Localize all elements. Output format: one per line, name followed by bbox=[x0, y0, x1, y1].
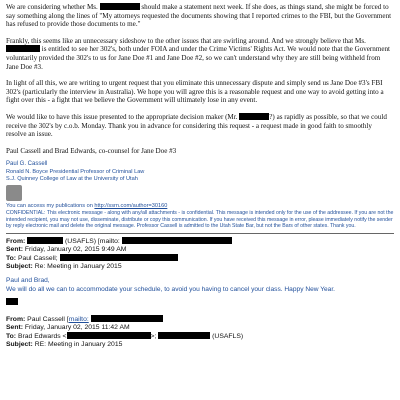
sent-label: Sent: bbox=[6, 323, 23, 331]
redaction-box bbox=[60, 254, 178, 261]
redaction-box bbox=[239, 113, 269, 120]
sent-label: Sent: bbox=[6, 246, 23, 254]
mailto-link[interactable]: mailto: bbox=[68, 315, 89, 323]
paragraph-1 bbox=[6, 3, 394, 29]
to-label: To: bbox=[6, 332, 17, 340]
email-1-sent bbox=[6, 246, 394, 254]
subject-value: Re: Meeting in January 2015 bbox=[34, 263, 122, 271]
redaction-box bbox=[67, 332, 151, 339]
email-1-signoff bbox=[6, 298, 394, 307]
paragraph-1-text-a: We are considering whether Ms. bbox=[6, 3, 98, 11]
divider bbox=[6, 233, 394, 234]
closing-line: Paul Cassell and Brad Edwards, co-counsel for Jane Doe #3 bbox=[6, 146, 177, 155]
letter-body bbox=[6, 3, 394, 155]
email-1-from bbox=[6, 237, 394, 246]
paragraph-4 bbox=[6, 113, 394, 139]
email-1-greeting: Paul and Brad, bbox=[6, 277, 50, 285]
paragraph-3: In light of all this, we are writing to urgent request that you eliminate this unnecessary dispute and simply send us Jane Doe #3's FBI 302's (particularly the interview in Australia). We hope you will agree this is a reasonable request and one way to avoid getting into a fight over this - a fight that we believe the Government will ultimately lose in any event. bbox=[6, 79, 384, 105]
paragraph-1-text-b: should make a statement next week. If she does, as things stand, she might be forced to say something along the lines of "My attorneys requested the documents showing that I reported crimes to the FBI, but the Government has refused to provide those documents to me." bbox=[6, 3, 392, 29]
redaction-box bbox=[158, 332, 210, 339]
email-signature bbox=[6, 161, 394, 229]
signature-school: S.J. Quinney College of Law at the University of Utah bbox=[6, 175, 138, 182]
email-2-subject bbox=[6, 341, 394, 349]
from-value: Paul Cassell [ bbox=[27, 315, 69, 323]
email-1-to bbox=[6, 254, 394, 263]
redaction-box bbox=[91, 315, 163, 322]
paragraph-2-text-b: is entitled to see her 302's, both under FOIA and under the Crime Victims' Rights Act. We would note that the Government voluntarily provided the 302's to us for Jane Doe #1 and Jane Doe #2, so we can't understand why they are still being withheld from Jane Doe #3. bbox=[6, 45, 391, 71]
redaction-box bbox=[6, 45, 40, 52]
confidentiality-notice: CONFIDENTIAL: This electronic message - along with any/all attachments - is confidential. This message is intended only for the use of the addressee. If you are not the intended recipient, you may not use, disseminate, distribute or copy this communication. If you have received this message in error, please immediately notify the sender by reply electronic mail and delete the original message. Professor Cassell is admitted to the Utah State Bar, but not the Bars of other states. Thank you. bbox=[6, 210, 394, 229]
from-label: From: bbox=[6, 315, 26, 323]
paragraph-4-text-b: ?) as rapidly as possible, so that we could receive the 302's by c.o.b. Monday. Thank you in advance for considering this request - a request made in good faith to smoothly resolve an issue. bbox=[6, 112, 387, 139]
email-1-body bbox=[6, 277, 394, 307]
email-2-from bbox=[6, 315, 394, 324]
paragraph-2-text-a: Frankly, this seems like an unnecessary sideshow to the other issues that are swirling around. And we strongly believe that Ms. bbox=[6, 36, 366, 45]
sent-value: Friday, January 02, 2015 11:42 AM bbox=[24, 323, 130, 331]
subject-label: Subject: bbox=[6, 340, 33, 348]
from-value: (USAFLS) [mailto: bbox=[65, 238, 120, 246]
email-1-message: We will do all we can to accommodate your schedule, to avoid you having to cancel your class. Happy New Year. bbox=[6, 285, 336, 293]
to-label: To: bbox=[6, 255, 17, 263]
publications-link[interactable]: http://ssrn.com/author=30160 bbox=[94, 202, 168, 209]
university-logo bbox=[6, 185, 22, 201]
redaction-box bbox=[100, 3, 140, 10]
to-value-end: (USAFLS) bbox=[212, 332, 244, 340]
redaction-box bbox=[27, 237, 63, 244]
to-separator: >; bbox=[150, 332, 157, 340]
redaction-box bbox=[6, 298, 18, 305]
redaction-box bbox=[122, 237, 232, 244]
paragraph-2 bbox=[6, 37, 394, 71]
subject-label: Subject: bbox=[6, 263, 33, 271]
to-value: Paul Cassell; bbox=[17, 255, 58, 263]
email-2-to bbox=[6, 332, 394, 341]
from-label: From: bbox=[6, 238, 26, 246]
sent-value: Friday, January 02, 2015 9:49 AM bbox=[24, 246, 127, 254]
subject-value: RE: Meeting in January 2015 bbox=[34, 340, 123, 348]
email-header-2 bbox=[6, 315, 394, 349]
email-1-subject bbox=[6, 263, 394, 271]
paragraph-4-text-a: We would like to have this issue presented to the appropriate decision maker (Mr. bbox=[6, 112, 238, 121]
signature-title: Ronald N. Boyce Presidential Professor of Criminal Law bbox=[6, 168, 145, 175]
signature-name: Paul G. Cassell bbox=[6, 161, 48, 168]
publications-line bbox=[6, 203, 394, 210]
to-value: Brad Edwards < bbox=[17, 332, 67, 340]
email-header-1 bbox=[6, 237, 394, 271]
publications-prefix: You can access my publications on bbox=[6, 202, 95, 209]
email-2-sent bbox=[6, 324, 394, 332]
